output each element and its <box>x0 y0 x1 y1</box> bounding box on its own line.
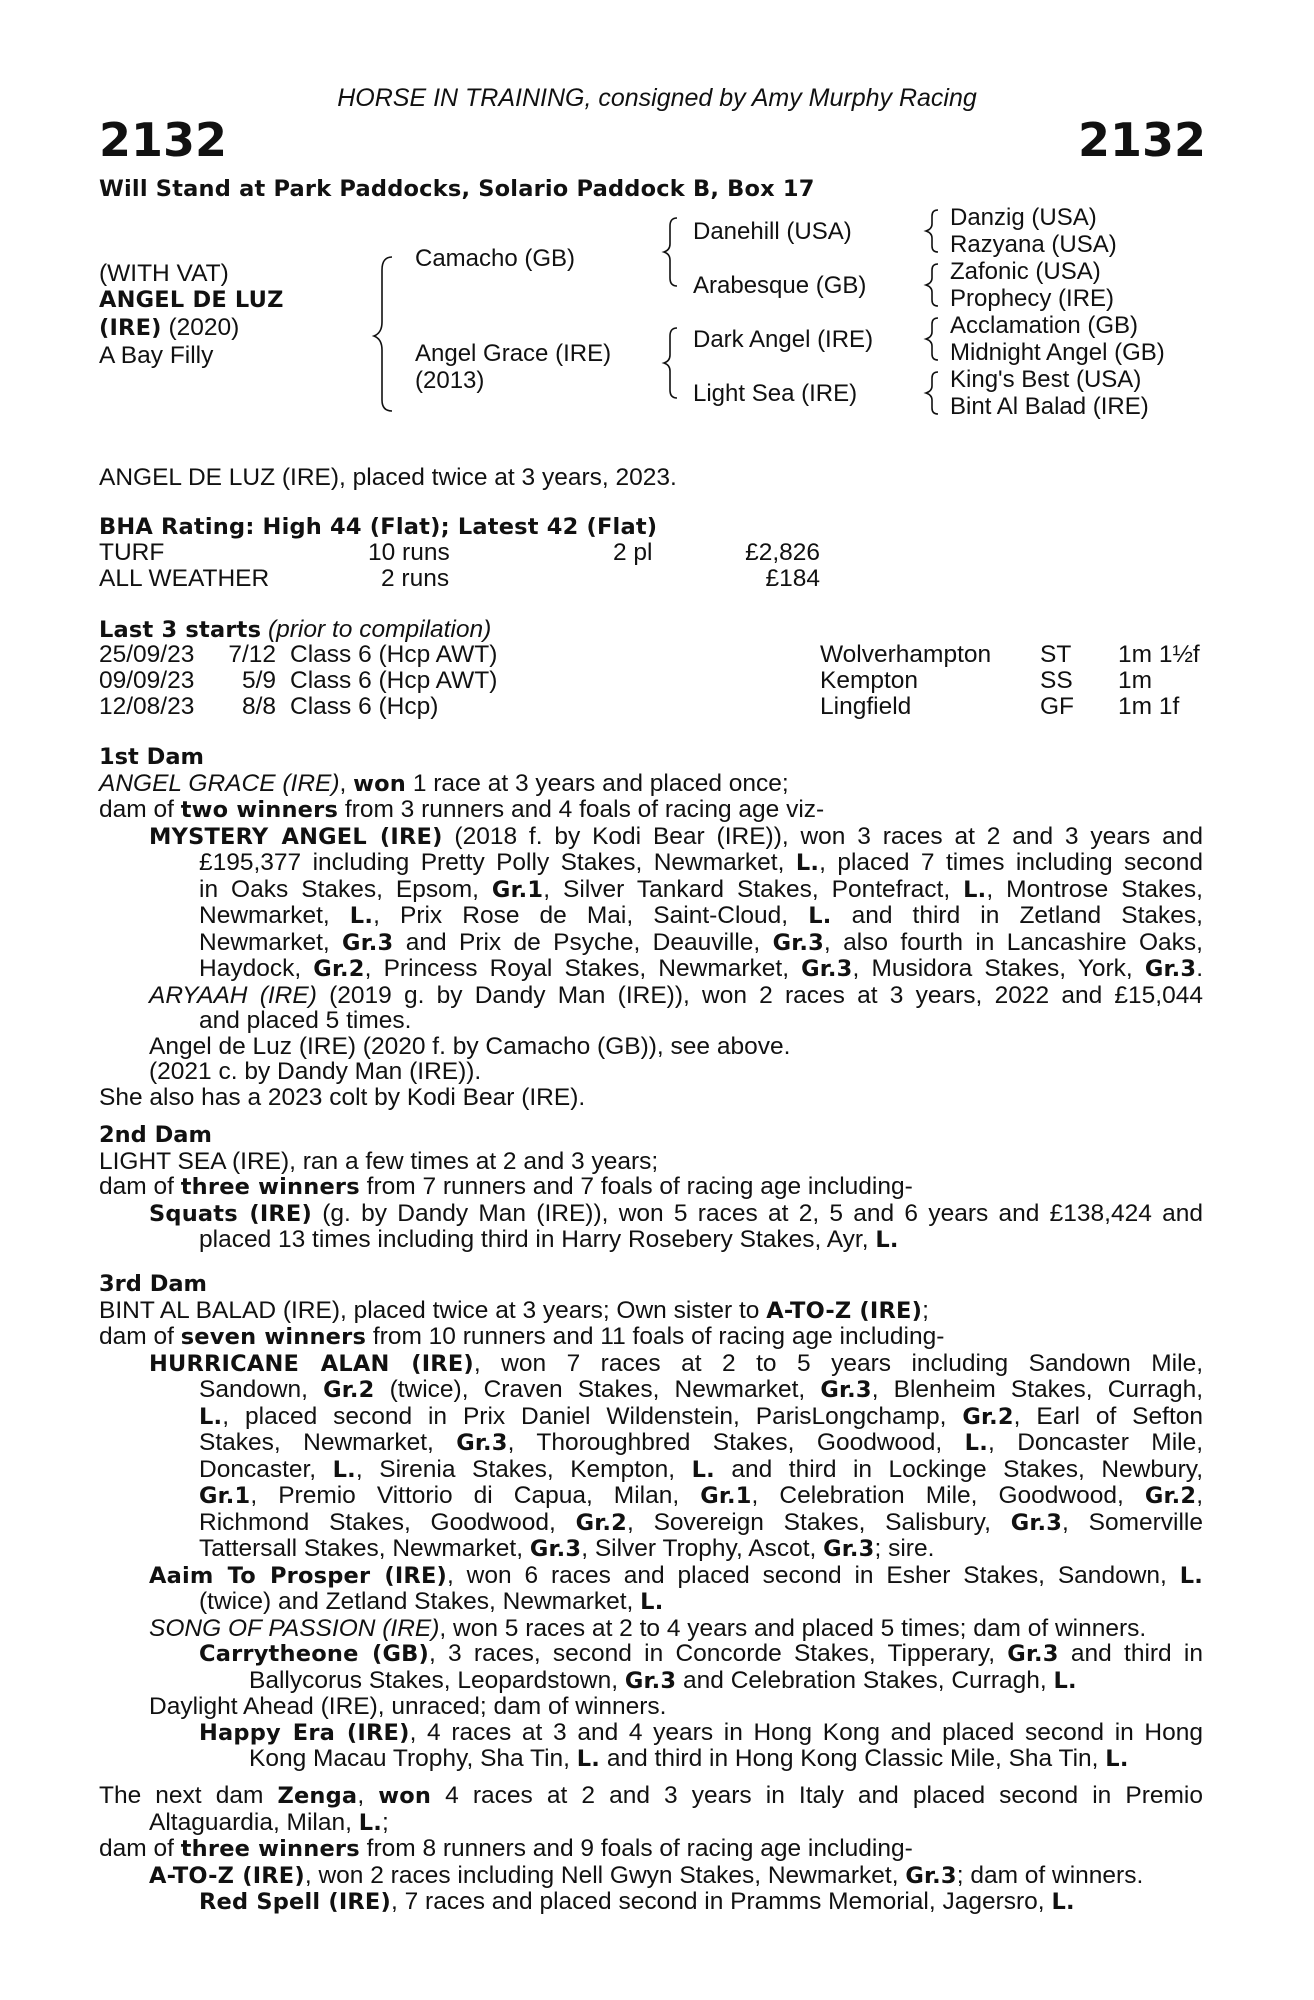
pedigree-dam-dam: Light Sea (IRE) <box>693 380 858 407</box>
start-1-going: ST <box>1040 641 1072 668</box>
start-2-course: Kempton <box>820 667 919 694</box>
hurricane-alan-line6: Gr.1, Premio Vittorio di Capua, Milan, Gr.1, Celebration Mile, Goodwood, Gr.2, <box>199 1482 1203 1509</box>
start-3-position: 8/8 <box>241 693 276 720</box>
pedigree-gen3-8: Bint Al Balad (IRE) <box>950 393 1149 420</box>
record-turf-prize: £2,826 <box>745 539 820 566</box>
hurricane-alan-line5: Doncaster, L., Sirenia Stakes, Kempton, L. and third in Lockinge Stakes, Newbury, <box>199 1455 1203 1483</box>
record-aw-prize: £184 <box>765 565 820 592</box>
hurricane-alan-line8: Tattersall Stakes, Newmarket, Gr.3, Silver Trophy, Ascot, Gr.3; sire. <box>199 1535 935 1562</box>
pedigree-sire: Camacho (GB) <box>415 245 576 272</box>
colt-2021-entry: (2021 c. by Dandy Man (IRE)). <box>149 1058 482 1085</box>
pedigree-gen3-7: King's Best (USA) <box>950 366 1142 393</box>
second-dam-title: 2nd Dam <box>99 1122 212 1148</box>
also-has-entry: She also has a 2023 colt by Kodi Bear (IRE). <box>99 1083 586 1111</box>
record-aw-runs: 2 runs <box>381 565 450 592</box>
stand-location: Will Stand at Park Paddocks, Solario Paddock B, Box 17 <box>99 176 815 202</box>
first-dam-line1: ANGEL GRACE (IRE), won 1 race at 3 years and placed once; <box>99 769 789 797</box>
third-dam-line1: BINT AL BALAD (IRE), placed twice at 3 years; Own sister to A-TO-Z (IRE); <box>99 1296 929 1324</box>
hurricane-alan-line2: Sandown, Gr.2 (twice), Craven Stakes, Newmarket, Gr.3, Blenheim Stakes, Curragh, <box>199 1376 1204 1403</box>
second-dam-line1: LIGHT SEA (IRE), ran a few times at 2 and 3 years; <box>99 1147 659 1175</box>
a-to-z-line: A-TO-Z (IRE), won 2 races including Nell Gwyn Stakes, Newmarket, Gr.3; dam of winners. <box>149 1861 1144 1889</box>
start-2-position: 5/9 <box>241 667 276 694</box>
record-turf-surface: TURF <box>99 539 165 566</box>
pedigree-dam-sire: Dark Angel (IRE) <box>693 326 874 353</box>
start-1-course: Wolverhampton <box>820 641 992 668</box>
pedigree-sire-sire: Danehill (USA) <box>693 218 852 245</box>
horse-name: ANGEL DE LUZ <box>99 287 284 313</box>
hurricane-alan-line4: Stakes, Newmarket, Gr.3, Thoroughbred Stakes, Goodwood, L., Doncaster Mile, <box>199 1429 1204 1456</box>
next-dam-line2: Altaguardia, Milan, L.; <box>149 1808 389 1836</box>
start-3-date: 12/08/23 <box>99 693 195 720</box>
pedigree-gen3-4: Prophecy (IRE) <box>950 285 1115 312</box>
first-dam-section <box>99 745 1203 1110</box>
aaim-to-prosper-line2: (twice) and Zetland Stakes, Newmarket, L. <box>199 1588 664 1615</box>
next-dam-line3: dam of three winners from 8 runners and 9 foals of racing age including- <box>99 1835 913 1862</box>
daylight-ahead-line: Daylight Ahead (IRE), unraced; dam of winners. <box>149 1693 667 1720</box>
pedigree-gen3-2: Razyana (USA) <box>950 231 1117 258</box>
song-of-passion-line: SONG OF PASSION (IRE), won 5 races at 2 to 4 years and placed 5 times; dam of winners. <box>149 1614 1147 1642</box>
hurricane-alan-line3: L., placed second in Prix Daniel Wildenstein, ParisLongchamp, Gr.2, Earl of Sefton <box>199 1402 1204 1430</box>
horse-description: A Bay Filly <box>99 342 214 369</box>
mystery-angel-line3: in Oaks Stakes, Epsom, Gr.1, Silver Tankard Stakes, Pontefract, L., Montrose Stakes, <box>199 875 1203 903</box>
last-starts-heading <box>99 617 491 644</box>
record-aw-surface: ALL WEATHER <box>99 565 270 592</box>
start-1-distance: 1m 1½f <box>1118 641 1200 668</box>
race-summary: ANGEL DE LUZ (IRE), placed twice at 3 years, 2023. <box>99 464 677 491</box>
horse-origin: (IRE) <box>99 315 162 341</box>
mystery-angel-line1: MYSTERY ANGEL (IRE) (2018 f. by Kodi Bear (IRE)), won 3 races at 2 and 3 years and <box>149 822 1204 850</box>
happy-era-line1: Happy Era (IRE), 4 races at 3 and 4 years in Hong Kong and placed second in Hong <box>199 1718 1204 1746</box>
mystery-angel-line4: Newmarket, L., Prix Rose de Mai, Saint-Cloud, L. and third in Zetland Stakes, <box>199 902 1203 929</box>
last-starts-title: Last 3 starts <box>99 617 262 643</box>
pedigree-dam-name: Angel Grace (IRE) <box>415 340 612 367</box>
happy-era-line2: Kong Macau Trophy, Sha Tin, L. and third in Hong Kong Classic Mile, Sha Tin, L. <box>249 1745 1129 1772</box>
third-dam-line2: dam of seven winners from 10 runners and 11 foals of racing age including- <box>99 1323 945 1350</box>
start-2-date: 09/09/23 <box>99 667 195 694</box>
lot-number-right: 2132 <box>1077 113 1206 167</box>
mystery-angel-line6: Haydock, Gr.2, Princess Royal Stakes, Newmarket, Gr.3, Musidora Stakes, York, Gr.3. <box>199 955 1204 982</box>
squats-line1: Squats (IRE) (g. by Dandy Man (IRE)), won 5 races at 2, 5 and 6 years and £138,424 and <box>149 1199 1203 1227</box>
first-dam-title: 1st Dam <box>99 744 204 770</box>
pedigree-gen3-1: Danzig (USA) <box>950 204 1097 231</box>
bha-rating: BHA Rating: High 44 (Flat); Latest 42 (Flat) <box>99 514 658 540</box>
record-turf-runs: 10 runs <box>368 539 450 566</box>
vat-note: (WITH VAT) <box>99 260 229 287</box>
pedigree-dam-year: (2013) <box>415 367 485 394</box>
red-spell-line: Red Spell (IRE), 7 races and placed second in Pramms Memorial, Jagersro, L. <box>199 1888 1075 1915</box>
carrytheone-line1: Carrytheone (GB), 3 races, second in Concorde Stakes, Tipperary, Gr.3 and third in <box>199 1640 1203 1667</box>
hurricane-alan-line7: Richmond Stakes, Goodwood, Gr.2, Sovereign Stakes, Salisbury, Gr.3, Somerville <box>199 1508 1203 1536</box>
second-dam-line2: dam of three winners from 7 runners and 7 foals of racing age including- <box>99 1173 913 1200</box>
aryaah-line1: ARYAAH (IRE) (2019 g. by Dandy Man (IRE)), won 2 races at 3 years, 2022 and £15,044 <box>149 981 1203 1009</box>
second-dam-section <box>99 1123 1203 1254</box>
pedigree-gen3-3: Zafonic (USA) <box>950 258 1101 285</box>
start-1-date: 25/09/23 <box>99 641 195 668</box>
last-starts-note: (prior to compilation) <box>261 616 492 643</box>
start-3-course: Lingfield <box>820 693 912 720</box>
pedigree-sire-dam: Arabesque (GB) <box>693 272 867 299</box>
lot-number-left: 2132 <box>99 113 228 167</box>
start-2-class: Class 6 (Hcp AWT) <box>290 667 498 694</box>
aryaah-line2: and placed 5 times. <box>199 1007 412 1034</box>
first-dam-line2: dam of two winners from 3 runners and 4 foals of racing age viz- <box>99 796 825 823</box>
pedigree-gen3-6: Midnight Angel (GB) <box>950 339 1165 366</box>
start-2-going: SS <box>1040 667 1073 694</box>
third-dam-title: 3rd Dam <box>99 1271 207 1297</box>
squats-line2: placed 13 times including third in Harry Rosebery Stakes, Ayr, L. <box>199 1226 899 1253</box>
aaim-to-prosper-line1: Aaim To Prosper (IRE), won 6 races and placed second in Esher Stakes, Sandown, L. <box>149 1561 1203 1589</box>
third-dam-section <box>99 1272 1203 1773</box>
start-3-class: Class 6 (Hcp) <box>290 693 439 720</box>
pedigree-gen3-5: Acclamation (GB) <box>950 312 1139 339</box>
mystery-angel-line2: £195,377 including Pretty Polly Stakes, Newmarket, L., placed 7 times including second <box>199 849 1203 876</box>
carrytheone-line2: Ballycorus Stakes, Leopardstown, Gr.3 and Celebration Stakes, Curragh, L. <box>249 1666 1077 1694</box>
start-2-distance: 1m <box>1118 667 1153 694</box>
record-turf-placed: 2 pl <box>613 539 653 566</box>
start-1-position: 7/12 <box>228 641 276 668</box>
angel-de-luz-entry: Angel de Luz (IRE) (2020 f. by Camacho (GB)), see above. <box>149 1032 791 1060</box>
mystery-angel-line5: Newmarket, Gr.3 and Prix de Psyche, Deauville, Gr.3, also fourth in Lancashire Oaks, <box>199 928 1203 956</box>
header-note: HORSE IN TRAINING, consigned by Amy Murphy Racing <box>337 84 977 112</box>
next-dam-line1: The next dam Zenga, won 4 races at 2 and 3 years in Italy and placed second in Premio <box>99 1782 1203 1809</box>
horse-year: (2020) <box>161 314 240 341</box>
start-3-distance: 1m 1f <box>1118 693 1180 720</box>
start-1-class: Class 6 (Hcp AWT) <box>290 641 498 668</box>
start-3-going: GF <box>1040 693 1075 720</box>
hurricane-alan-line1: HURRICANE ALAN (IRE), won 7 races at 2 to 5 years including Sandown Mile, <box>149 1349 1204 1377</box>
next-dam-section <box>99 1783 1203 1916</box>
